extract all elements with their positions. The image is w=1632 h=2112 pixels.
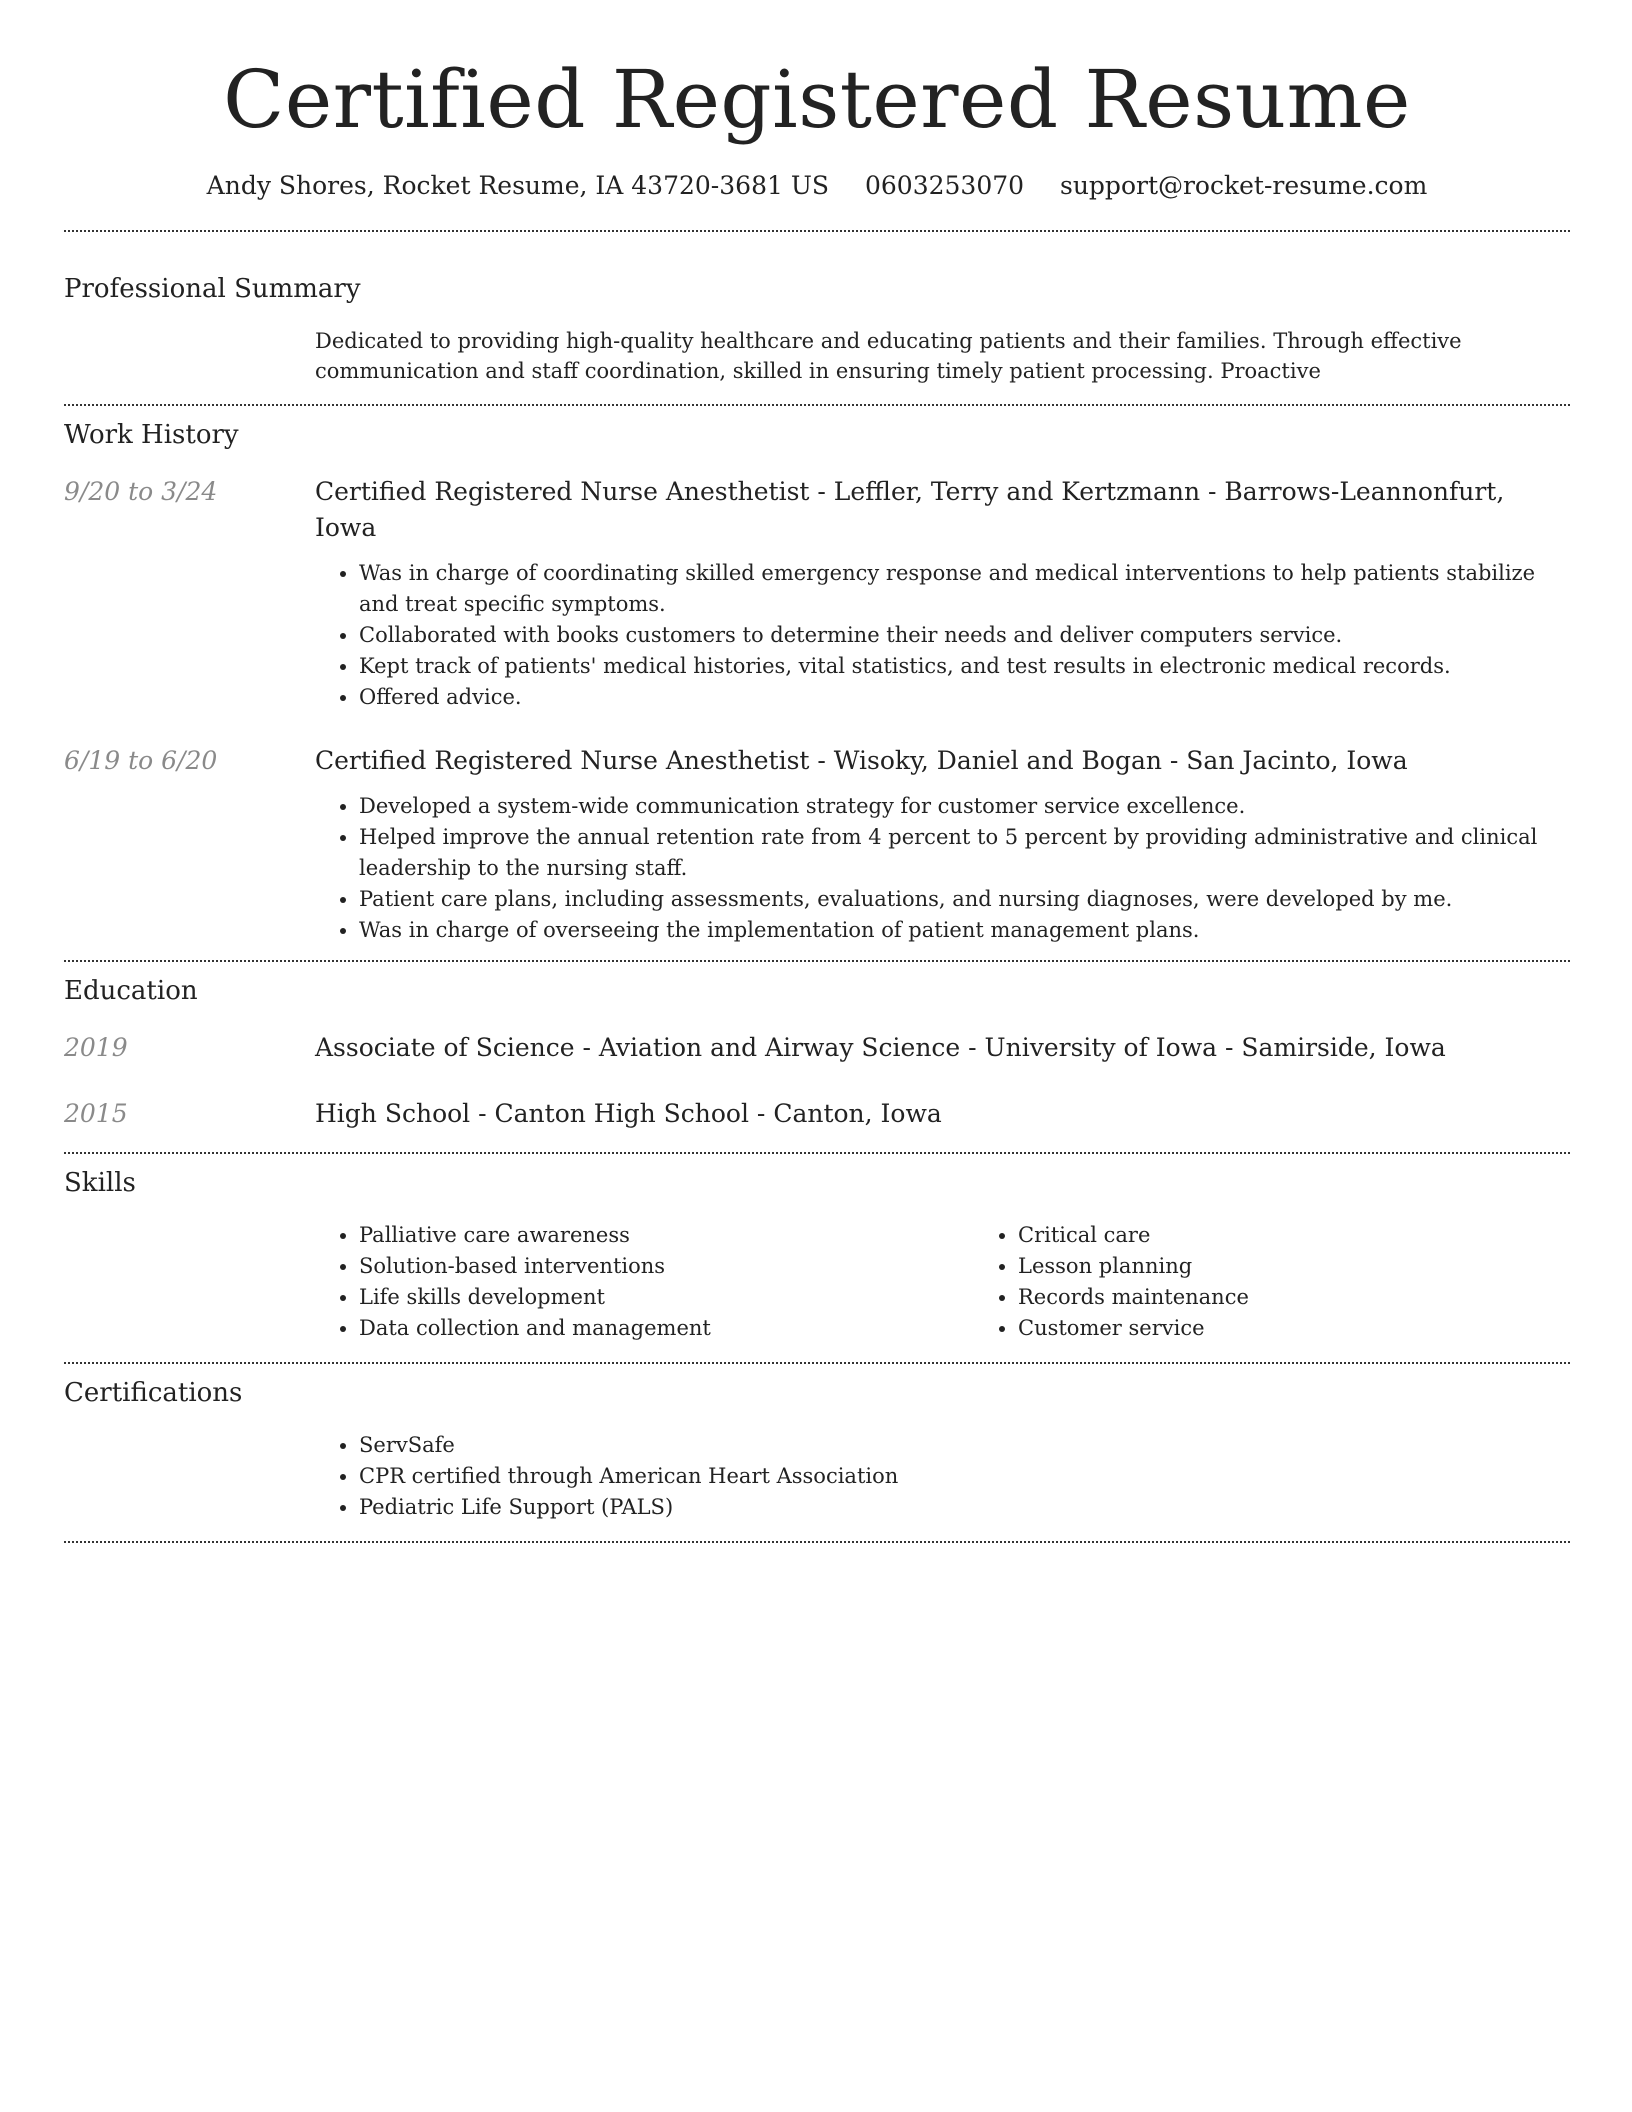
resume-page (64, 0, 1570, 1543)
skill-item: • Customer service (1018, 1313, 1632, 1344)
resume-title: Certified Registered Resume (223, 53, 1411, 146)
job-entry (64, 474, 1570, 713)
job-bullet: • Developed a system-wide communication strategy for customer service excellence. (359, 791, 1570, 822)
contact-phone: 0603253070 (864, 171, 1025, 200)
job-bullet: • Offered advice. (359, 682, 1570, 713)
education-year: 2015 (64, 1099, 128, 1128)
job-bullet: • Patient care plans, including assessments, evaluations, and nursing diagnoses, were developed by me. (359, 884, 1570, 915)
job-bullet: • Kept track of patients' medical histories, vital statistics, and test results in electronic medical records. (359, 651, 1570, 682)
certifications-heading: Certifications (64, 1378, 243, 1408)
skills-list (315, 1220, 1632, 1344)
work-heading: Work History (64, 420, 239, 450)
certification-item: • Pediatric Life Support (PALS) (359, 1492, 1570, 1523)
skill-item: • Palliative care awareness (359, 1220, 974, 1251)
job-bullet: • Was in charge of coordinating skilled emergency response and medical interventions to help patients stabilize and treat specific symptoms. (359, 558, 1570, 620)
divider (64, 1541, 1570, 1543)
skills-column-right (974, 1220, 1632, 1344)
job-entry (64, 743, 1570, 946)
skill-item: • Life skills development (359, 1282, 974, 1313)
work-section (64, 406, 1570, 946)
certification-item: • ServSafe (359, 1430, 1570, 1461)
education-section (64, 962, 1570, 1132)
skill-item: • Records maintenance (1018, 1282, 1632, 1313)
job-bullets (315, 558, 1570, 713)
job-bullet: • Collaborated with books customers to determine their needs and deliver computers service. (359, 620, 1570, 651)
skill-item: • Solution-based interventions (359, 1251, 974, 1282)
education-entry (64, 1030, 1570, 1066)
skills-section (64, 1154, 1570, 1344)
skill-item: • Data collection and management (359, 1313, 974, 1344)
skill-item: • Lesson planning (1018, 1251, 1632, 1282)
job-title: Certified Registered Nurse Anesthetist - Leffler, Terry and Kertzmann - Barrows-Leannonfurt, Iowa (315, 477, 1505, 542)
summary-section (64, 232, 1570, 386)
education-heading: Education (64, 976, 198, 1006)
education-text: High School - Canton High School - Canton, Iowa (315, 1099, 942, 1128)
skills-column-left (315, 1220, 974, 1344)
skill-item: • Critical care (1018, 1220, 1632, 1251)
certifications-section (64, 1364, 1570, 1523)
job-title: Certified Registered Nurse Anesthetist - Wisoky, Daniel and Bogan - San Jacinto, Iowa (315, 746, 1408, 775)
contact-line (64, 168, 1570, 204)
certification-item: • CPR certified through American Heart Association (359, 1461, 1570, 1492)
job-dates: 9/20 to 3/24 (64, 477, 218, 506)
summary-heading: Professional Summary (64, 274, 361, 304)
job-bullet: • Helped improve the annual retention rate from 4 percent to 5 percent by providing administrative and clinical leadership to the nursing staff. (359, 822, 1570, 884)
education-year: 2019 (64, 1033, 128, 1062)
summary-text: Dedicated to providing high-quality healthcare and educating patients and their families. Through effective communication and staff coordination, skilled in ensuring timely patient processing. Proactive (315, 329, 1462, 383)
education-entry (64, 1096, 1570, 1132)
job-dates: 6/19 to 6/20 (64, 746, 218, 775)
education-text: Associate of Science - Aviation and Airway Science - University of Iowa - Samirside, Iowa (315, 1033, 1446, 1062)
job-bullets (315, 791, 1570, 946)
contact-email: support@rocket-resume.com (1060, 171, 1428, 200)
job-bullet: • Was in charge of overseeing the implementation of patient management plans. (359, 915, 1570, 946)
skills-heading: Skills (64, 1168, 136, 1198)
certifications-list (315, 1430, 1570, 1523)
contact-address: Andy Shores, Rocket Resume, IA 43720-3681 US (206, 171, 830, 200)
